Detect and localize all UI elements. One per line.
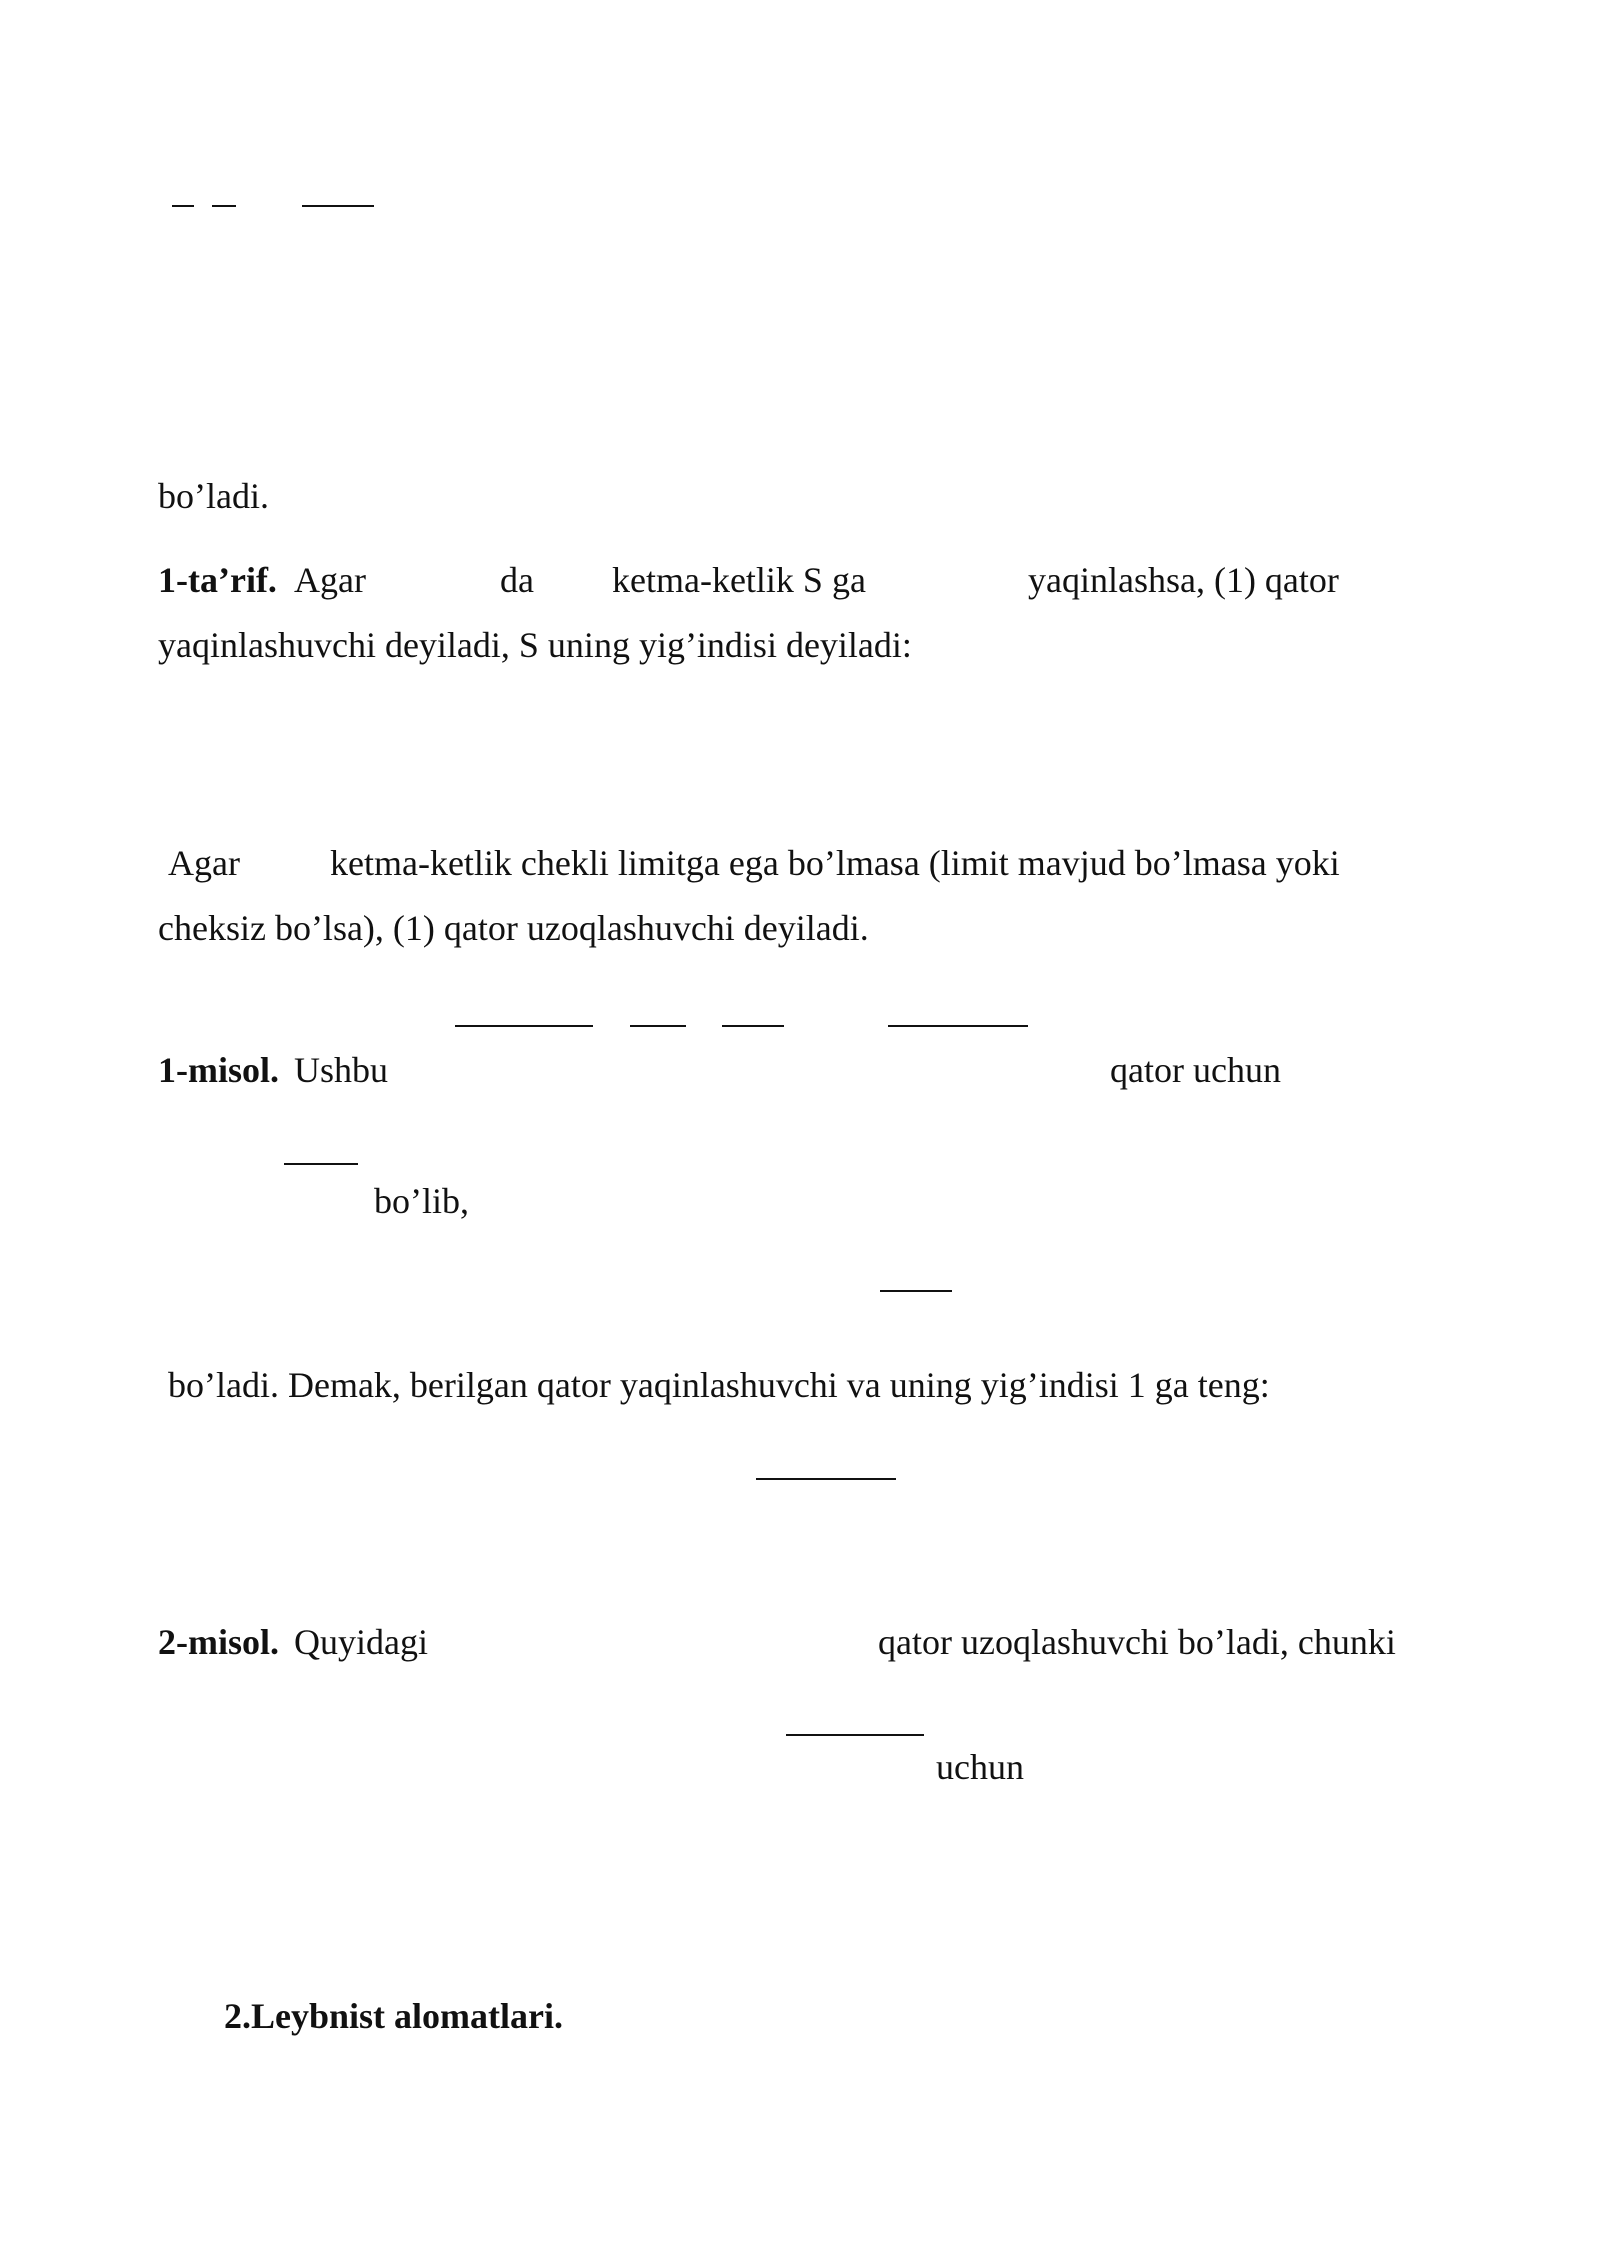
divergence-text: Agar <box>168 843 240 883</box>
fraction-bar <box>302 205 374 207</box>
fraction-bar <box>172 205 194 207</box>
divergence-text: ketma-ketlik chekli limitga ega bo’lmasa (limit mavjud bo’lmasa yoki <box>330 843 1340 883</box>
fraction-bar <box>284 1163 358 1165</box>
fraction-bar <box>630 1025 686 1027</box>
definition-text: da <box>500 560 534 600</box>
intro-text: bo’ladi. <box>158 476 269 516</box>
fraction-bar <box>455 1025 593 1027</box>
section-heading: 2.Leybnist alomatlari. <box>224 1996 563 2036</box>
fraction-bar <box>880 1290 952 1292</box>
fraction-bar <box>756 1478 896 1480</box>
definition-text: yaqinlashsa, (1) qator <box>1028 560 1339 600</box>
example-conclusion: bo’ladi. Demak, berilgan qator yaqinlashuvchi va uning yig’indisi 1 ga teng: <box>168 1365 1270 1405</box>
definition-text: ketma-ketlik S ga <box>612 560 866 600</box>
example-text: qator uchun <box>1110 1050 1281 1090</box>
example-text: uchun <box>936 1747 1024 1787</box>
definition-text: yaqinlashuvchi deyiladi, S uning yig’indisi deyiladi: <box>158 625 912 665</box>
example-label: 2-misol. <box>158 1622 279 1662</box>
example-label: 1-misol. <box>158 1050 279 1090</box>
definition-text: Agar <box>294 560 366 600</box>
example-text: Ushbu <box>294 1050 389 1090</box>
example-text: bo’lib, <box>374 1181 469 1221</box>
fraction-bar <box>212 205 236 207</box>
fraction-bar <box>722 1025 784 1027</box>
definition-label: 1-ta’rif. <box>158 560 277 600</box>
example-text: Quyidagi <box>294 1622 428 1662</box>
example-text: qator uzoqlashuvchi bo’ladi, chunki <box>878 1622 1396 1662</box>
fraction-bar <box>888 1025 1028 1027</box>
fraction-bar <box>786 1734 924 1736</box>
divergence-text: cheksiz bo’lsa), (1) qator uzoqlashuvchi deyiladi. <box>158 908 869 948</box>
